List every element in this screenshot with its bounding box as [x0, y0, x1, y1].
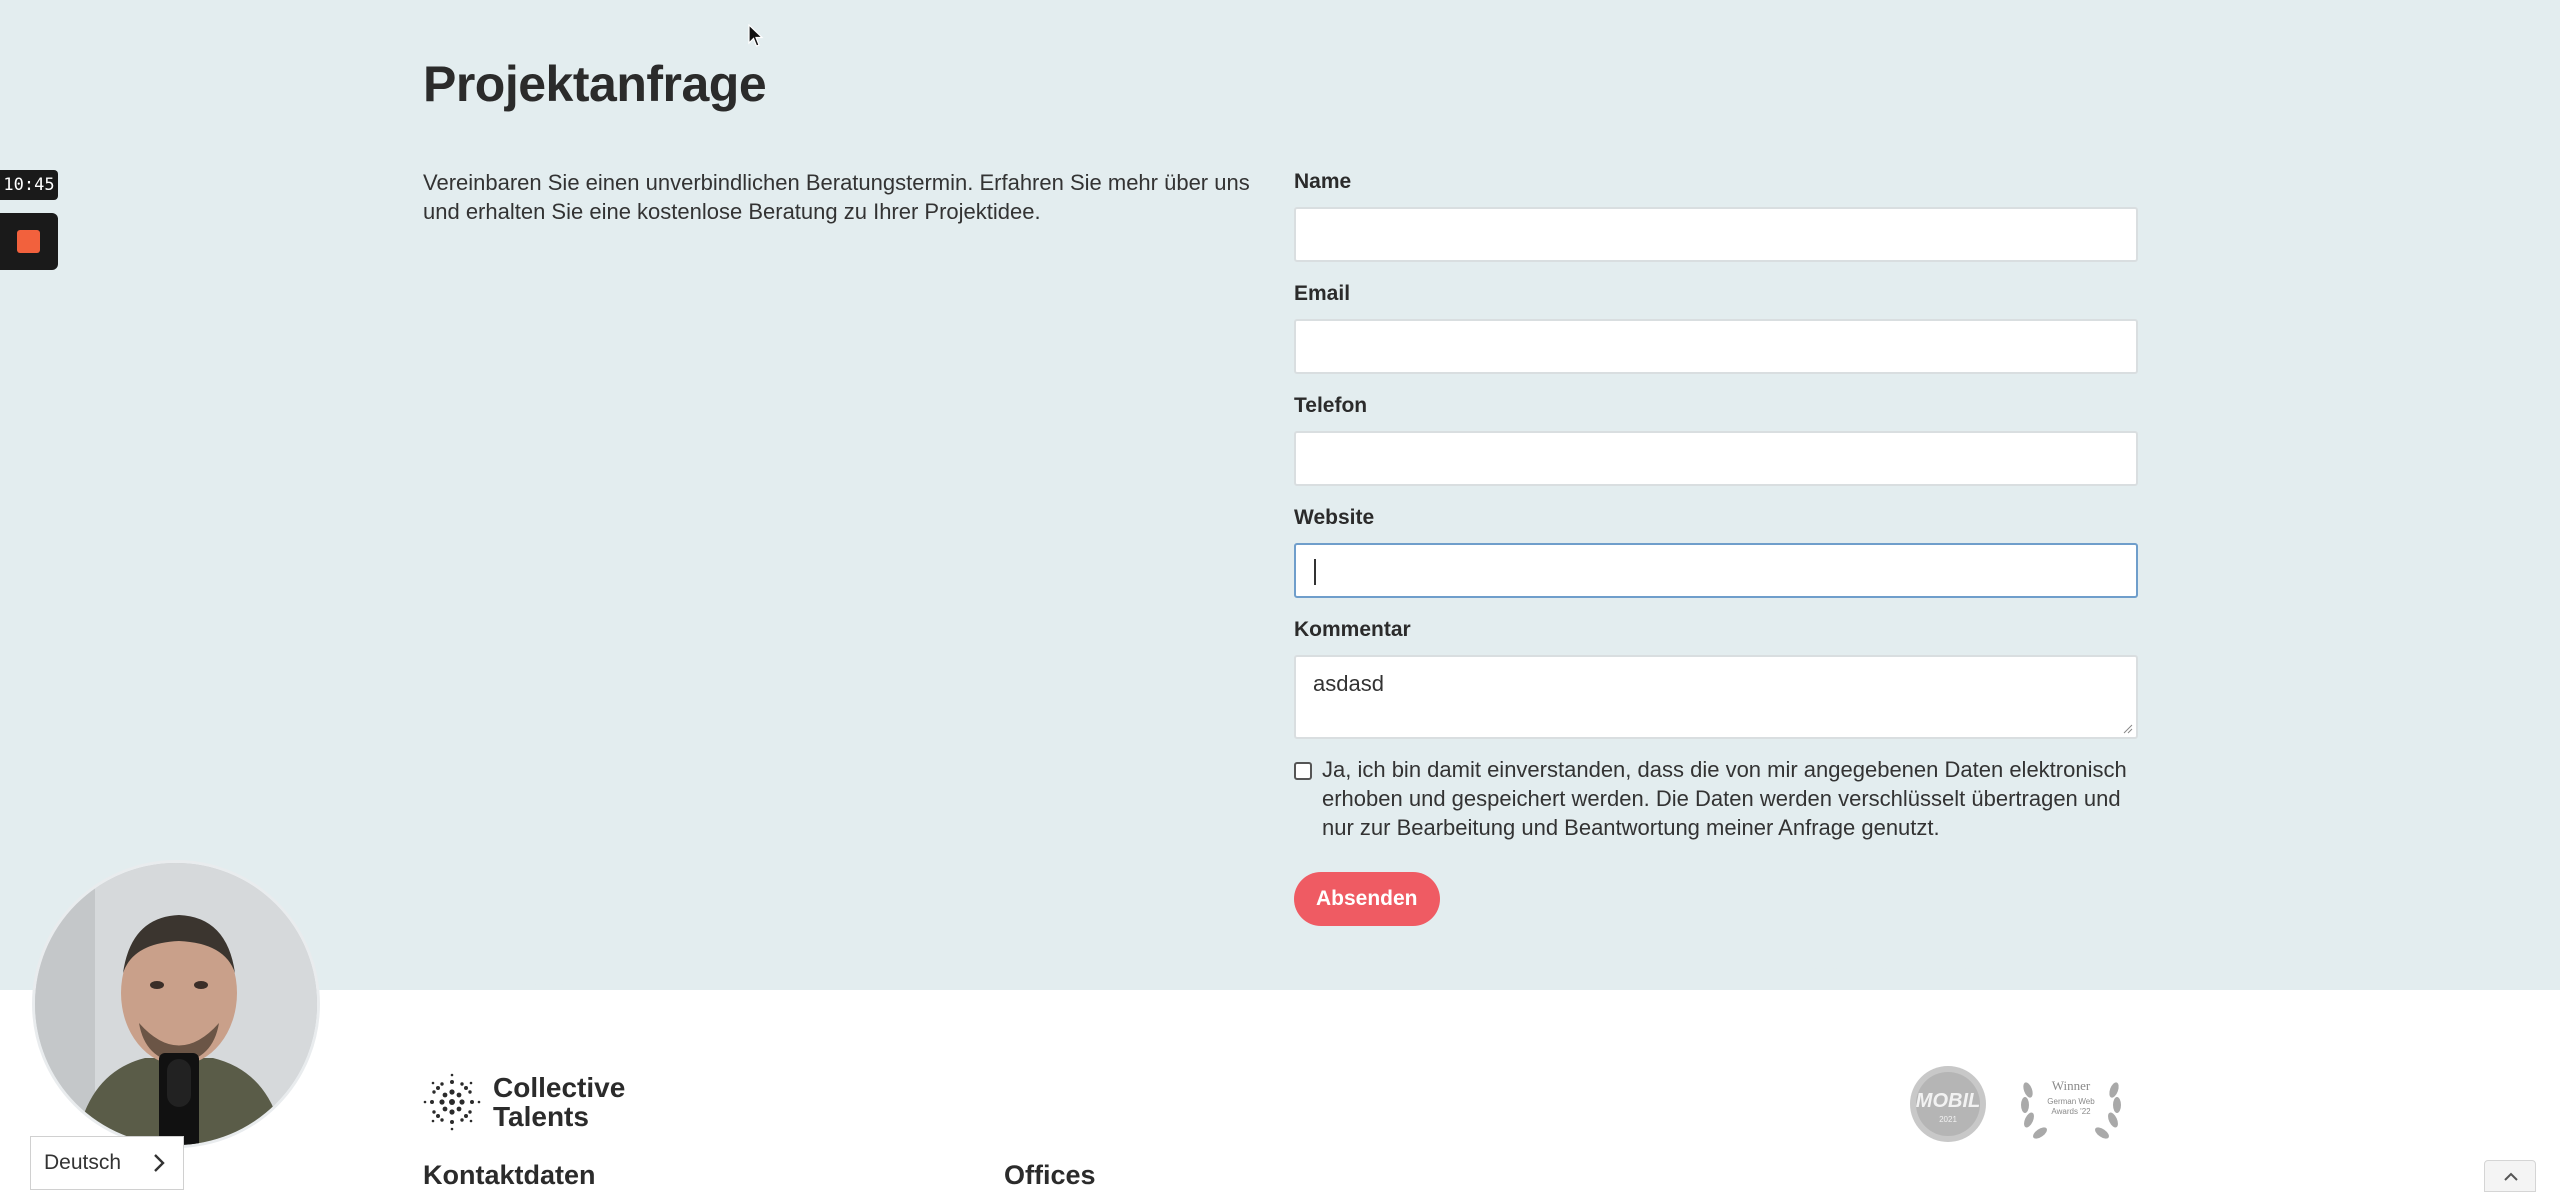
website-label: Website — [1294, 506, 1375, 529]
page-title: Projektanfrage — [423, 56, 767, 112]
webcam-preview[interactable] — [32, 860, 320, 1148]
comment-value: asdasd — [1313, 671, 1384, 696]
resize-grip-icon[interactable] — [2123, 724, 2133, 734]
logo-line-2: Talents — [493, 1101, 589, 1132]
consent-checkbox[interactable] — [1294, 762, 1312, 780]
submit-button[interactable]: Absenden — [1294, 872, 1440, 926]
name-field[interactable] — [1294, 207, 2138, 262]
text-caret — [1314, 559, 1316, 585]
recording-timer: 10:45 — [0, 170, 58, 200]
german-web-award-badge — [2016, 1060, 2126, 1145]
name-label: Name — [1294, 170, 1352, 193]
comment-textarea[interactable] — [1294, 655, 2138, 739]
phone-field[interactable] — [1294, 431, 2138, 486]
stop-recording-button[interactable] — [0, 213, 58, 270]
mobil-award-badge — [1898, 1060, 1998, 1145]
email-label: Email — [1294, 282, 1351, 305]
consent-checkbox-row — [1294, 755, 2138, 842]
logo-line-1: Collective — [493, 1072, 626, 1103]
comment-label: Kommentar — [1294, 618, 1411, 641]
webcam-person-image — [35, 863, 320, 1148]
badge-mobil-year: 2021 — [1939, 1115, 1957, 1124]
stop-icon — [17, 230, 40, 253]
website-field-wrapper — [1294, 543, 2138, 598]
intro-text: Vereinbaren Sie einen unverbindlichen Beratungstermin. Erfahren Sie mehr über uns und erhalten Sie eine kostenlose Beratung zu Ihrer Projektidee. — [423, 170, 1250, 224]
cursor-arrow-icon — [748, 24, 764, 48]
contact-form — [1294, 170, 2138, 926]
section-wave-divider — [0, 960, 2560, 1020]
badge-award-line-2: German Web — [2047, 1097, 2095, 1106]
email-field[interactable] — [1294, 319, 2138, 374]
badge-award-line-1: Winner — [2051, 1078, 2091, 1093]
chevron-up-icon — [2485, 1161, 2537, 1192]
logo-dots-icon — [423, 1073, 481, 1131]
chevron-right-icon — [149, 1151, 169, 1175]
language-label: Deutsch — [44, 1151, 122, 1174]
consent-text: Ja, ich bin damit einverstanden, dass die von mir angegebenen Daten elektronisch erhoben und gespeichert werden. Die Daten werden verschlüsselt übertragen und nur zur Bearbeitung und Beantwortung meiner Anfrage genutzt. — [1322, 757, 2127, 840]
badge-award-line-3: Awards '22 — [2051, 1107, 2091, 1116]
website-field[interactable] — [1294, 543, 2138, 598]
company-logo[interactable] — [423, 1072, 626, 1133]
language-selector[interactable] — [30, 1136, 184, 1190]
contact-heading: Kontaktdaten — [423, 1160, 596, 1190]
offices-heading: Offices — [1004, 1160, 1096, 1190]
phone-label: Telefon — [1294, 394, 1368, 417]
scroll-to-top-button[interactable] — [2484, 1160, 2536, 1192]
badge-mobil-text: MOBIL — [1915, 1090, 1981, 1112]
logo-wordmark — [493, 1073, 673, 1131]
